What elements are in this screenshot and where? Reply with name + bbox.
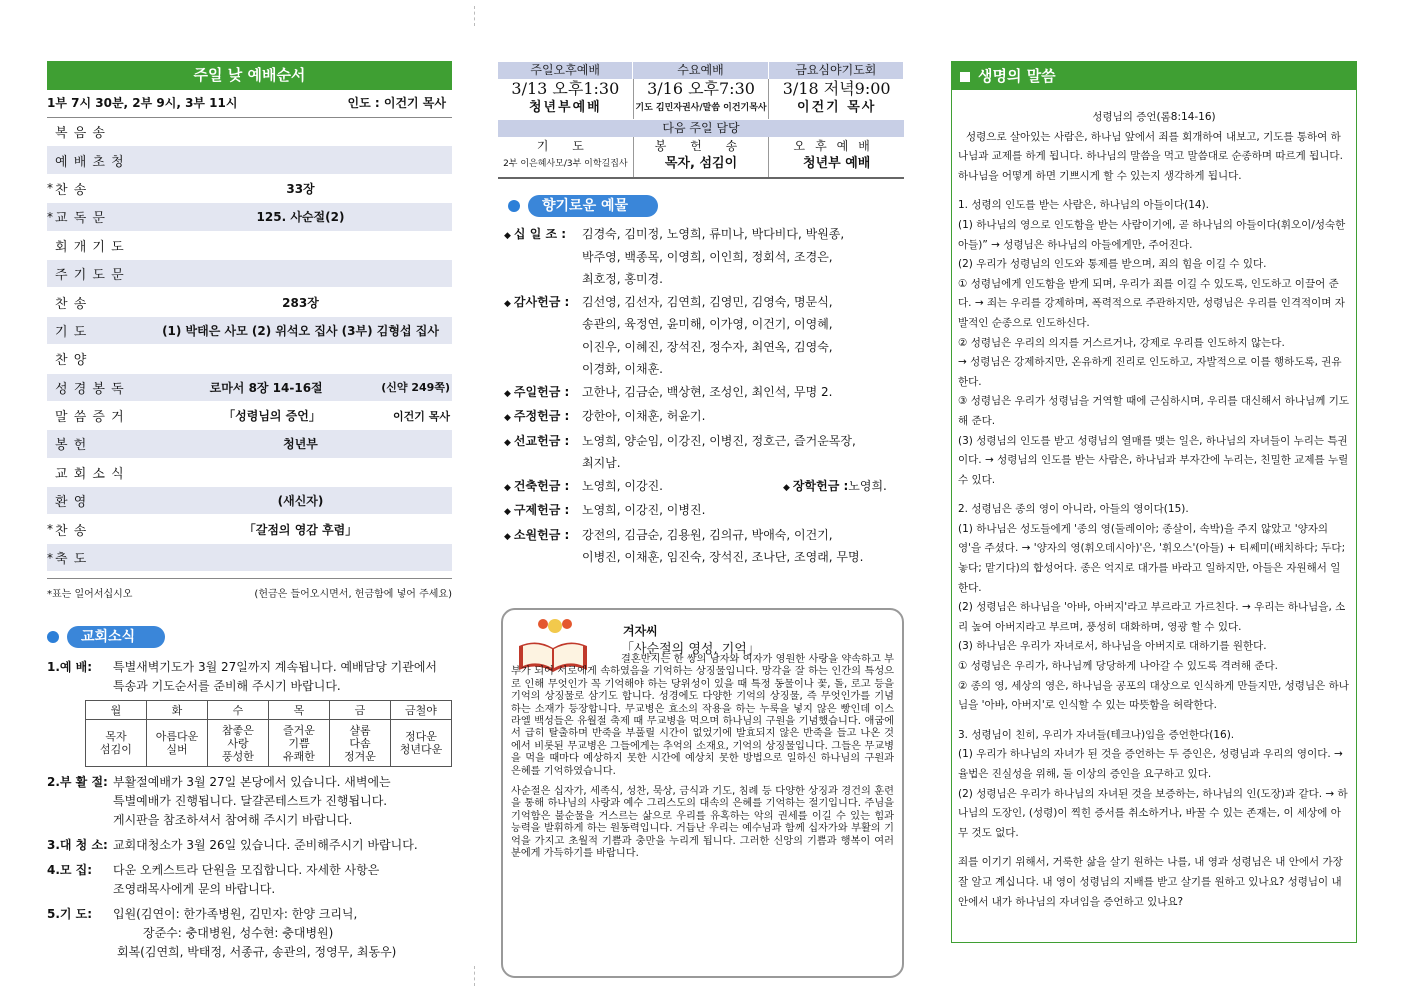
week-day-header: 금철야 bbox=[391, 701, 452, 720]
offering-names: 박주영, 백종목, 이영희, 이인희, 정회석, 조경은, bbox=[582, 249, 833, 264]
order-content: 「갈점의 영감 후렴」 bbox=[243, 522, 358, 537]
order-extra: 이건기 목사 bbox=[393, 409, 450, 423]
group-name: 섬김이 bbox=[100, 743, 132, 757]
square-bullet-icon bbox=[960, 72, 970, 82]
service-time: 3/18 저녁9:00 bbox=[782, 79, 891, 98]
service-name: 주일오후예배 bbox=[498, 62, 633, 79]
news-text: 입원(김연이: 한가족병원, 김민자: 한양 크리닉, bbox=[113, 907, 358, 922]
news-item bbox=[47, 905, 452, 924]
offering-names: 최지남. bbox=[582, 456, 621, 470]
offering-row bbox=[504, 430, 904, 475]
offering-list bbox=[504, 223, 904, 569]
next-sunday-title: 다음 주일 담당 bbox=[498, 120, 904, 137]
order-label: 기 도 bbox=[55, 324, 88, 340]
offering-values bbox=[582, 524, 904, 569]
offering-title-pill bbox=[508, 195, 658, 217]
offering-names: 이진우, 이혜진, 장석진, 정수자, 최연옥, 김영숙, bbox=[582, 339, 833, 354]
offering-label: ◆ 십 일 조 : bbox=[504, 227, 567, 241]
seed-paragraph: 결혼반지는 한 쌍의 남자와 여자가 영원한 사랑을 약속하고 부부가 되어 서로에게 속하였음을 기억하는 상징물입니다. 망각을 잘 하는 인간의 특성으로 인해 무엇인가 꼭 기억해야 하는 당위성이 있을 때 특정 동물이나 꽃, 돌, 로고 등을 기억의 상징물로 삼기도 합니다. 성경에도 다양한 기억의 상징물, 즉 무엇인가를 기념하는 소재가 등장합니다. 무교병은 효소의 작용을 하는 누룩을 넣지 않은 빵인데 이스라엘 백성들은 유월절 축제 때 무교병을 먹으며 하나님의 구원을 기념했습니다. 애굽에서 급히 탈출하며 반죽을 부풀릴 시간이 없었기에 발효되지 않은 반죽을 들고 나온 것에서 비롯된 무교병은 그들에게는 추억의 소재요, 기억의 상징물입니다. 그들은 무교병을 먹을 때마다 예상하지 못한 시간에 예상치 못한 방법으로 일하신 하나님의 구원과 은혜를 기억하였습니다. bbox=[511, 654, 894, 777]
week-schedule-table bbox=[85, 700, 452, 767]
spacer bbox=[958, 186, 1350, 196]
worship-times: 1부 7시 30분, 2부 9시, 3부 11시 bbox=[47, 96, 238, 110]
word-paragraph: (3) 성령님의 인도를 받고 성령님의 열매를 맺는 일은, 하나님의 자녀들이 누리는 특권이다. → 성령님의 인도를 받는 사람은, 하나님과 부자간에 누리는, 친밀한 교제를 누릴 수 있다. bbox=[958, 434, 1349, 486]
offering-row bbox=[504, 524, 904, 569]
offering-values bbox=[582, 499, 904, 524]
offering-row bbox=[504, 475, 904, 500]
order-label: 회 개 기 도 bbox=[55, 239, 125, 255]
word-paragraph: ③ 성령님은 우리가 성령님을 거역할 때에 근심하시며, 우리를 대신해서 하나님께 기도해 준다. bbox=[958, 395, 1349, 427]
word-paragraph: → 성령님은 강제하지만, 온유하게 진리로 인도하고, 자발적으로 이를 행하도록, 권유한다. bbox=[958, 356, 1342, 388]
offering-label: ◆ 구제헌금 : bbox=[504, 503, 570, 517]
bullet-dot-icon bbox=[47, 631, 59, 643]
word-paragraph: ② 종의 영, 세상의 영은, 하나님을 공포의 대상으로 인식하게 만들지만, 성령님은 하나님을 '아바, 아버지'로 인식할 수 있는 따뜻함을 허락한다. bbox=[958, 679, 1349, 712]
news-text: 조영래목사에게 문의 바랍니다. bbox=[113, 882, 276, 897]
group-name: 풍성한 bbox=[222, 749, 254, 763]
offering-label: ◆ 소원헌금 : bbox=[504, 527, 570, 542]
word-paragraph: (1) 우리가 하나님의 자녀가 된 것을 증언하는 두 증인은, 성령님과 우리의 영이다. → 율법은 진실성을 위해, 둘 이상의 증인을 요구하고 있다. bbox=[958, 748, 1343, 780]
word-paragraph: 3. 성령님이 친히, 우리가 자녀들(테크나)임을 증언한다(16). bbox=[958, 728, 1235, 741]
order-label: 성 경 봉 독 bbox=[55, 381, 125, 397]
spacer bbox=[958, 490, 1350, 500]
group-name: 기쁨 bbox=[288, 736, 310, 750]
news-text: 다운 오케스트라 단원을 모집합니다. 자세한 사항은 bbox=[113, 863, 380, 878]
news-text: 특별새벽기도가 3월 27일까지 계속됩니다. 예배담당 기관에서 bbox=[113, 660, 438, 675]
offering-label: ◆ 선교헌금 : bbox=[504, 433, 570, 448]
week-group-cell bbox=[86, 720, 147, 767]
offering-names: 강전의, 김금순, 김용원, 김의규, 박애숙, 이건기, bbox=[582, 527, 833, 542]
scholar-label: ◆ 장학헌금 : bbox=[783, 478, 849, 493]
offering-title: 향기로운 예물 bbox=[528, 195, 658, 217]
order-content: 「성령님의 증언」 bbox=[223, 409, 321, 424]
service-time: 3/16 오후7:30 bbox=[647, 79, 755, 98]
spacer bbox=[958, 716, 1350, 726]
worship-order-row bbox=[47, 288, 452, 316]
worship-order-row bbox=[47, 515, 452, 543]
group-name: 즐거운 bbox=[283, 723, 315, 737]
order-extra: (신약 249쪽) bbox=[381, 381, 450, 395]
offering-note: (헌금은 들어오시면서, 헌금함에 넣어 주세요) bbox=[254, 589, 452, 601]
worship-order-row bbox=[47, 232, 452, 260]
word-paragraph: 성령으로 살아있는 사람은, 하나님 앞에서 죄를 회개하여 내보고, 기도를 통하여 하나님과 교제를 하게 됩니다. 하나님의 말씀을 먹고 말씀대로 순종하며 따르게 됩니다. 하나님을 어떻게 하면 기쁘시게 할 수 있는지 생각하게 됩니다. bbox=[958, 130, 1343, 182]
order-label: 찬 송 bbox=[55, 523, 88, 539]
offering-names: 고한나, 김금순, 백상현, 조성인, 최인석, 무명 2. bbox=[582, 384, 833, 399]
worship-order-row bbox=[47, 374, 452, 402]
worship-order-row bbox=[47, 146, 452, 174]
offering-label-text: 소원헌금 : bbox=[513, 527, 570, 542]
offering-label-text: 주일헌금 : bbox=[513, 384, 570, 399]
order-label: 교 독 문 bbox=[55, 211, 106, 227]
offering-row bbox=[504, 499, 904, 524]
offering-row bbox=[504, 223, 904, 291]
offering-names: 김경숙, 김미정, 노영희, 류미나, 박다비다, 박원종, bbox=[582, 227, 845, 241]
worship-order-row bbox=[47, 203, 452, 231]
next-duty-cell bbox=[498, 137, 634, 177]
worship-order-title: 주일 낮 예배순서 bbox=[47, 61, 452, 90]
worship-times-row bbox=[47, 90, 452, 118]
group-name: 사랑 bbox=[227, 736, 249, 750]
left-column bbox=[47, 61, 452, 962]
mustard-seed-box bbox=[501, 608, 904, 978]
week-day-header: 금 bbox=[330, 701, 391, 720]
service-cell bbox=[769, 79, 904, 119]
word-paragraph: (2) 성령님은 하나님을 '아바, 아버지'라고 부르라고 가르친다. → 우리는 하나님을, 소리 높여 아버지라고 부르며, 풍성히 대화하며, 영광 할 수 있다. bbox=[958, 601, 1346, 633]
offering-label-text: 선교헌금 : bbox=[513, 433, 570, 448]
order-content: 로마서 8장 14-16절 bbox=[209, 380, 323, 395]
group-name: 실버 bbox=[166, 743, 188, 757]
next-duty-cell bbox=[634, 137, 770, 177]
offering-row bbox=[504, 405, 904, 430]
news-text: 특별예배가 진행됩니다. 달걀콘테스트가 진행됩니다. bbox=[113, 794, 388, 809]
service-name: 금요심야기도회 bbox=[769, 62, 904, 79]
word-paragraph: (3) 하나님은 우리가 자녀로서, 하나님을 아버지로 대하기를 원한다. bbox=[958, 640, 1267, 653]
order-label: 축 도 bbox=[55, 552, 88, 568]
order-label: 예 배 초 청 bbox=[55, 154, 125, 170]
seed-text bbox=[511, 654, 894, 869]
offering-label-text: 주정헌금 : bbox=[513, 409, 570, 423]
order-content: 125. 사순절(2) bbox=[256, 210, 345, 225]
order-content: 33장 bbox=[286, 181, 315, 196]
word-title: 생명의 말씀 bbox=[978, 67, 1056, 85]
order-label: 찬 송 bbox=[55, 182, 88, 198]
group-name: 정다운 bbox=[405, 730, 437, 744]
order-note bbox=[47, 578, 452, 600]
church-news bbox=[47, 658, 452, 962]
offering-label-text: 건축헌금 : bbox=[513, 478, 570, 493]
group-name: 다솜 bbox=[349, 736, 371, 750]
offering-names: 강한아, 이채훈, 허윤기. bbox=[582, 409, 706, 423]
offering-names: 노영희, 이강진. bbox=[582, 478, 663, 493]
offering-names: 송관의, 육정연, 윤미해, 이가영, 이건기, 이영혜, bbox=[582, 317, 833, 331]
offering-values bbox=[582, 291, 904, 381]
offering-names: 노영희, 이강진, 이병진. bbox=[582, 503, 706, 517]
spacer bbox=[958, 843, 1350, 853]
news-item bbox=[47, 658, 452, 677]
news-label: 4.모 집: bbox=[47, 863, 93, 878]
news-label: 1.예 배: bbox=[47, 660, 93, 675]
word-paragraph: (1) 하나님은 성도들에게 '종의 영(둘레이아; 종살이, 속박)을 주지 않았고 '양자의 영'을 주셨다. → '양자의 영(휘오데시아)'은, '휘오스'(아들) + 티쎄미(배치하다; 두다; 놓다; 맡기다)의 합성어다. 종은 억지로 대가를 바라고 일하지만, 아들은 자원해서 일한다. bbox=[958, 522, 1346, 594]
next-duty-value: 2부 이은혜사모/3부 이학길집사 bbox=[503, 159, 628, 169]
stand-mark: * bbox=[47, 522, 53, 537]
worship-order-row bbox=[47, 544, 452, 572]
stand-mark: * bbox=[47, 550, 53, 565]
offering-names: 이병진, 이채훈, 임진숙, 장석진, 조나단, 조영래, 무명. bbox=[582, 550, 864, 564]
next-duty-label: 봉 헌 송 bbox=[654, 139, 748, 153]
group-name: 청년다운 bbox=[399, 743, 443, 757]
order-label: 주 기 도 문 bbox=[55, 268, 125, 284]
week-group-cell bbox=[330, 720, 391, 767]
news-item bbox=[47, 773, 452, 792]
group-name: 정겨운 bbox=[344, 749, 376, 763]
stand-note: *표는 일어서십시오 bbox=[47, 589, 133, 601]
group-name: 참좋은 bbox=[222, 723, 254, 737]
order-label: 복 음 송 bbox=[55, 126, 106, 142]
stand-mark: * bbox=[47, 209, 53, 224]
word-body bbox=[952, 90, 1356, 912]
offering-names: 최호정, 홍미경. bbox=[582, 272, 663, 286]
offering-label-text: 감사헌금 : bbox=[513, 294, 570, 309]
word-paragraph: ② 성령님은 우리의 의지를 거스르거나, 강제로 우리를 인도하지 않는다. bbox=[958, 336, 1285, 349]
news-title-pill bbox=[47, 626, 165, 648]
word-paragraph: ① 성령님은 우리가, 하나님께 당당하게 나아갈 수 있도록 격려해 준다. bbox=[958, 660, 1278, 673]
worship-leader: 인도 : 이건기 목사 bbox=[347, 96, 446, 110]
news-item bbox=[47, 861, 452, 880]
fold-line-top bbox=[474, 6, 475, 26]
group-name: 목자 bbox=[105, 730, 127, 744]
order-label: 교 회 소 식 bbox=[55, 466, 125, 482]
next-duty-label: 오후예배 bbox=[793, 139, 880, 153]
next-duty-label: 기 도 bbox=[536, 139, 594, 153]
group-name: 유쾌한 bbox=[283, 749, 315, 763]
group-name: 샬롬 bbox=[349, 723, 371, 737]
fold-line-bottom bbox=[474, 966, 475, 986]
offering-label: ◆ 주일헌금 : bbox=[504, 384, 570, 399]
week-day-header: 수 bbox=[208, 701, 269, 720]
order-label: 말 씀 증 거 bbox=[55, 410, 125, 426]
worship-order-row bbox=[47, 175, 452, 203]
offering-names: 노영희, 양순임, 이강진, 이병진, 정호근, 즐거운목장, bbox=[582, 433, 856, 448]
worship-order-row bbox=[47, 402, 452, 430]
week-group-cell bbox=[269, 720, 330, 767]
word-paragraph: 2. 성령님은 종의 영이 아니라, 아들의 영이다(15). bbox=[958, 503, 1189, 516]
word-paragraph: 1. 성령의 인도를 받는 사람은, 하나님의 아들이다(14). bbox=[958, 199, 1209, 212]
news-text: 부활절예배가 3월 27일 본당에서 있습니다. 새벽에는 bbox=[113, 775, 391, 790]
offering-values bbox=[582, 430, 904, 475]
service-cell bbox=[498, 79, 634, 119]
offering-names: 김선영, 김선자, 김연희, 김영민, 김영숙, 명문식, bbox=[582, 294, 833, 309]
bullet-dot-icon bbox=[508, 200, 520, 212]
service-sub: 이건기 목사 bbox=[797, 100, 877, 115]
seed-subtitle: 「사순절의 영성, 기억」 bbox=[621, 642, 760, 657]
order-content: 청년부 bbox=[283, 437, 318, 452]
word-title-bar bbox=[952, 62, 1356, 90]
worship-order-row bbox=[47, 345, 452, 373]
service-header-row bbox=[498, 62, 904, 79]
week-group-cell bbox=[391, 720, 452, 767]
order-content: 283장 bbox=[282, 295, 319, 310]
next-duty-value: 청년부 예배 bbox=[803, 156, 871, 171]
news-label: 3.대 청 소: bbox=[47, 838, 108, 853]
offering-label: ◆ 감사헌금 : bbox=[504, 294, 570, 309]
worship-order-row bbox=[47, 118, 452, 146]
order-content: (새신자) bbox=[277, 494, 324, 509]
word-paragraph: ① 성령님에게 인도함을 받게 되며, 우리가 죄를 이길 수 있도록, 인도하고 이끌어 준다. → 죄는 우리를 강제하며, 폭력적으로 주관하지만, 성령님은 우리를 인격적이며 자발적인 순종으로 인도하신다. bbox=[958, 277, 1345, 329]
worship-order-row bbox=[47, 317, 452, 345]
word-paragraph: (1) 하나님의 영으로 인도함을 받는 사람이기에, 곧 하나님의 아들이다(휘오이/성숙한 아들)” → 성령님은 하나님의 아들에게만, 주어진다. bbox=[958, 218, 1346, 251]
offering-values bbox=[582, 381, 904, 406]
seed-title: 겨자씨 bbox=[623, 624, 658, 638]
service-body-row bbox=[498, 79, 904, 119]
word-paragraph: 죄를 이기기 위해서, 거룩한 삶을 살기 원하는 나를, 내 영과 성령님은 내 안에서 가장 잘 알고 계십니다. 내 영이 성령님의 지배를 받고 살기를 원하고 있나요? 성령님이 내 안에서 내가 하나님의 자녀임을 증언하고 있나요? bbox=[958, 856, 1343, 908]
news-label: 5.기 도: bbox=[47, 907, 93, 922]
offering-label: ◆ 주정헌금 : bbox=[504, 409, 570, 423]
worship-order-list bbox=[47, 118, 452, 572]
service-cell bbox=[634, 79, 770, 119]
next-sunday-row bbox=[498, 137, 904, 179]
stand-mark: * bbox=[47, 181, 53, 196]
worship-order-row bbox=[47, 487, 452, 515]
news-item bbox=[47, 836, 452, 855]
word-subtitle: 성령님의 증언(롬8:14-16) bbox=[1092, 111, 1216, 123]
news-text: 교회대청소가 3월 26일 있습니다. 준비해주시기 바랍니다. bbox=[113, 838, 418, 853]
group-name: 아름다운 bbox=[155, 730, 199, 744]
order-content: (1) 박태은 사모 (2) 위석오 집사 (3부) 김형섭 집사 bbox=[162, 323, 439, 338]
offering-label-text: 구제헌금 : bbox=[513, 503, 570, 517]
news-text: 장준수: 충대병원, 성수현: 충대병원) bbox=[143, 926, 334, 941]
week-group-cell bbox=[147, 720, 208, 767]
offering-values bbox=[582, 475, 904, 500]
word-paragraph: (2) 성령님은 우리가 하나님의 자녀된 것을 보증하는, 하나님의 인(도장)과 같다. → 하나님의 도장인, (성령)이 찍힌 증서를 취소하거나, 바꿀 수 있는 존재는, 이 세상에 아무 것도 없다. bbox=[958, 787, 1348, 839]
week-day-header: 화 bbox=[147, 701, 208, 720]
news-text: 회복(김연희, 박태정, 서종규, 송관의, 정영무, 최동우) bbox=[117, 945, 397, 960]
service-sub: 청년부예배 bbox=[528, 100, 602, 115]
scholar-label-text: 장학헌금 : bbox=[792, 478, 849, 493]
next-duty-cell bbox=[769, 137, 904, 177]
news-text: 게시판을 참조하셔서 참여해 주시기 바랍니다. bbox=[113, 813, 353, 828]
offering-values bbox=[582, 405, 904, 430]
seed-paragraph: 사순절은 십자가, 세족식, 성찬, 묵상, 금식과 기도, 침례 등 다양한 상징과 경건의 훈련을 통해 하나님의 사랑과 예수 그리스도의 대속의 은혜를 기억하는 절기입니다. 주님을 기억함은 불순물을 거스르는 삶으로 우리를 유혹하는 악의 권세를 이길 수 있는 힘과 능력을 발휘하게 하는 원동력입니다. 거듭난 우리는 예수님과 함께 십자가와 부활의 기억을 가지고 초월적 기쁨과 충만을 누리게 됩니다. 그러한 신앙의 기쁨과 행복이 여러분에게 가득하기를 바랍니다. bbox=[511, 786, 894, 860]
worship-order-row bbox=[47, 430, 452, 458]
order-label: 봉 헌 bbox=[55, 438, 88, 454]
offering-label-text: 십 일 조 : bbox=[513, 227, 567, 241]
next-duty-value: 목자, 섬김이 bbox=[664, 156, 738, 171]
offering-label: ◆ 건축헌금 : bbox=[504, 478, 570, 493]
word-of-life-panel bbox=[951, 61, 1357, 943]
offering-values bbox=[582, 223, 904, 291]
offering-row bbox=[504, 381, 904, 406]
scholar-value: 노영희. bbox=[848, 478, 887, 493]
news-label: 2.부 활 절: bbox=[47, 775, 108, 790]
service-time: 3/13 오후1:30 bbox=[511, 79, 620, 98]
worship-order-row bbox=[47, 459, 452, 487]
week-group-cell bbox=[208, 720, 269, 767]
order-label: 찬 양 bbox=[55, 353, 88, 369]
service-name: 수요예배 bbox=[633, 62, 768, 79]
offering-row bbox=[504, 291, 904, 381]
middle-column bbox=[498, 62, 904, 569]
word-paragraph: (2) 우리가 성령님의 인도와 통제를 받으며, 죄의 힘을 이길 수 있다. bbox=[958, 258, 1267, 271]
week-day-header: 목 bbox=[269, 701, 330, 720]
order-label: 환 영 bbox=[55, 495, 88, 511]
news-text: 특송과 기도순서를 준비해 주시기 바랍니다. bbox=[113, 679, 341, 694]
week-day-header: 월 bbox=[86, 701, 147, 720]
worship-order-row bbox=[47, 260, 452, 288]
order-label: 찬 송 bbox=[55, 296, 88, 312]
offering-names: 이경화, 이채훈. bbox=[582, 362, 663, 376]
news-title: 교회소식 bbox=[67, 626, 165, 648]
service-sub: 기도 김민자권사/말씀 이건기목사 bbox=[635, 103, 767, 113]
